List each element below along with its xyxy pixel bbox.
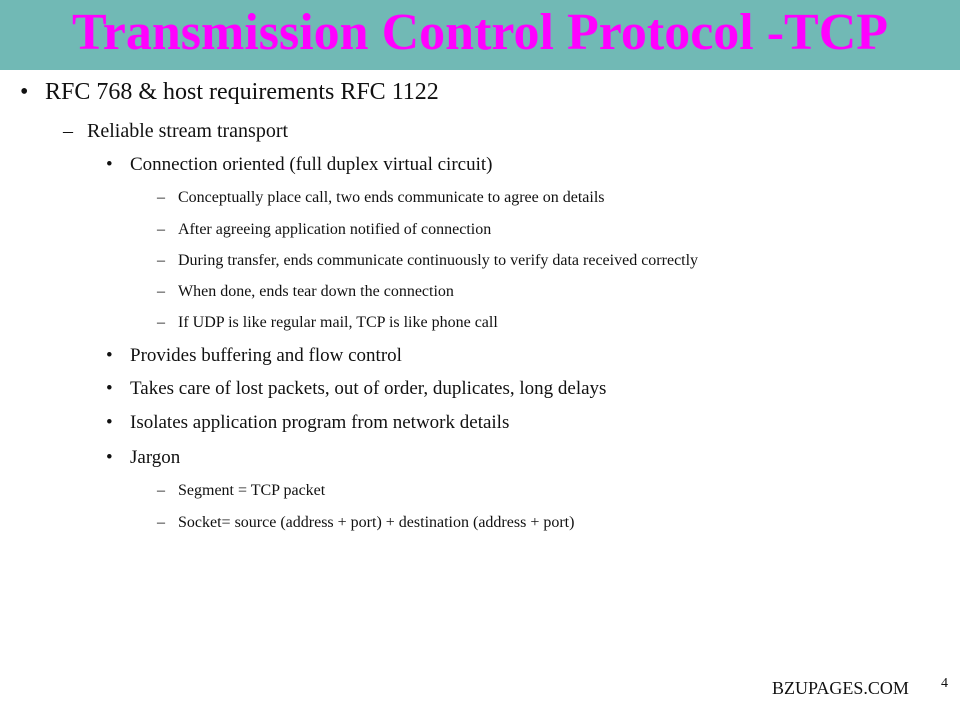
bullet-text: Takes care of lost packets, out of order, duplicates, long delays [130, 378, 607, 399]
slide-title: Transmission Control Protocol -TCP [71, 4, 889, 61]
bullet-text: Segment = TCP packet [178, 482, 326, 499]
bullet-text: Connection oriented (full duplex virtual circuit) [130, 154, 493, 175]
bullet-text: If UDP is like regular mail, TCP is like phone call [178, 314, 498, 331]
bullet-text: When done, ends tear down the connection [178, 283, 454, 300]
dash-marker: – [157, 514, 165, 531]
dash-marker: – [157, 314, 165, 331]
bullet-marker: • [20, 79, 29, 105]
bullet-text: Jargon [130, 447, 181, 468]
bullet-text: During transfer, ends communicate continuously to verify data received correctly [178, 252, 699, 269]
bullet-marker: • [106, 412, 113, 433]
dash-marker: – [157, 189, 165, 206]
bullet-marker: • [106, 345, 113, 366]
bullet-text: After agreeing application notified of connection [178, 221, 492, 238]
dash-marker: – [157, 252, 165, 269]
bullet-marker: • [106, 447, 113, 468]
bullet-marker: • [106, 154, 113, 175]
bullet-text: Provides buffering and flow control [130, 345, 402, 366]
page-number: 4 [941, 676, 948, 691]
dash-marker: – [157, 482, 165, 499]
bullet-marker: • [106, 378, 113, 399]
bullet-text: Isolates application program from network details [130, 412, 510, 433]
bullet-text: Reliable stream transport [87, 120, 289, 142]
dash-marker: – [63, 120, 73, 142]
footer-site: BZUPAGES.COM [772, 678, 909, 698]
bullet-text: RFC 768 & host requirements RFC 1122 [45, 79, 439, 105]
bullet-text: Conceptually place call, two ends communicate to agree on details [178, 189, 605, 206]
dash-marker: – [157, 221, 165, 238]
dash-marker: – [157, 283, 165, 300]
bullet-text: Socket= source (address + port) + destination (address + port) [178, 514, 575, 531]
